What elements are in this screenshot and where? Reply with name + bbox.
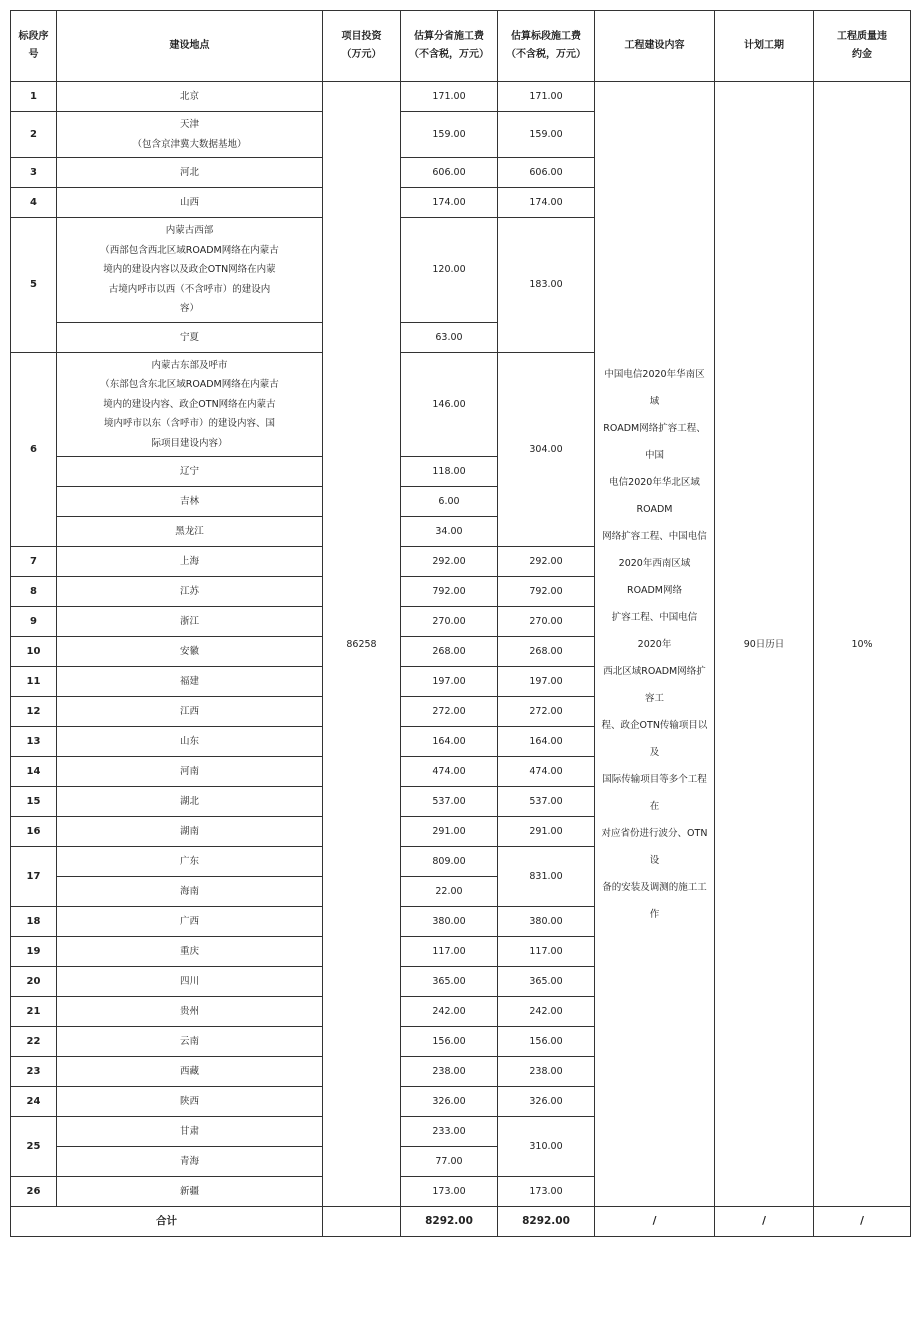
province-cost: 120.00 — [401, 218, 498, 323]
content-line: 备的安装及调测的施工工作 — [602, 881, 707, 920]
section-cost: 242.00 — [498, 997, 595, 1027]
location-line: 宁夏 — [179, 331, 199, 343]
header-penalty: 工程质量违 约金 — [814, 11, 911, 82]
total-row — [11, 1207, 911, 1237]
location-cell — [57, 997, 323, 1027]
location-line: 甘肃 — [179, 1126, 199, 1137]
section-number: 15 — [11, 787, 57, 817]
section-number: 26 — [11, 1177, 57, 1207]
section-number: 13 — [11, 727, 57, 757]
location-cell — [57, 158, 323, 188]
total-province-cost: 8292.00 — [401, 1207, 498, 1237]
province-cost: 6.00 — [401, 487, 498, 517]
province-cost: 268.00 — [401, 637, 498, 667]
location-line: 河南 — [179, 766, 199, 777]
content-line: 程、政企OTN传输项目以及 — [601, 719, 708, 758]
location-line: 重庆 — [179, 946, 199, 957]
location-cell — [57, 637, 323, 667]
total-period: / — [715, 1207, 814, 1237]
province-cost: 380.00 — [401, 907, 498, 937]
location-cell — [57, 847, 323, 877]
content-line: 对应省份进行波分、OTN设 — [601, 827, 708, 866]
section-cost: 292.00 — [498, 547, 595, 577]
section-number: 23 — [11, 1057, 57, 1087]
province-cost: 164.00 — [401, 727, 498, 757]
location-cell — [57, 937, 323, 967]
location-cell — [57, 1057, 323, 1087]
location-line: 湖南 — [179, 826, 199, 837]
header-province-cost: 估算分省施工费 （不含税，万元） — [401, 11, 498, 82]
section-cost: 171.00 — [498, 82, 595, 112]
section-cost: 197.00 — [498, 667, 595, 697]
location-line: 山东 — [179, 736, 199, 747]
location-cell — [57, 757, 323, 787]
province-cost: 118.00 — [401, 457, 498, 487]
location-cell — [57, 607, 323, 637]
document-page — [10, 10, 911, 1237]
location-line: 新疆 — [179, 1186, 199, 1197]
location-line: 山西 — [179, 197, 199, 208]
location-line: 上海 — [179, 556, 199, 567]
location-line: 内蒙古西部 — [165, 225, 214, 236]
table-footer — [11, 1207, 911, 1237]
location-line: 河北 — [179, 167, 199, 178]
province-cost: 159.00 — [401, 112, 498, 158]
section-cost: 831.00 — [498, 847, 595, 907]
section-cost: 173.00 — [498, 1177, 595, 1207]
section-cost: 326.00 — [498, 1087, 595, 1117]
content-line: 西北区域ROADM网络扩容工 — [603, 665, 706, 704]
location-cell — [57, 877, 323, 907]
section-number: 3 — [11, 158, 57, 188]
section-number: 2 — [11, 112, 57, 158]
section-number: 11 — [11, 667, 57, 697]
location-line: 际项目建设内容） — [151, 437, 228, 449]
location-line: 北京 — [179, 91, 199, 102]
location-line: （西部包含西北区域ROADM网络在内蒙古 — [100, 244, 279, 256]
province-cost: 606.00 — [401, 158, 498, 188]
section-cost: 268.00 — [498, 637, 595, 667]
section-number: 1 — [11, 82, 57, 112]
province-cost: 242.00 — [401, 997, 498, 1027]
location-line: 吉林 — [179, 496, 199, 507]
location-line: 境内呼市以东（含呼市）的建设内容、国 — [103, 418, 275, 429]
header-seq: 标段序 号 — [11, 11, 57, 82]
header-location: 建设地点 — [57, 11, 323, 82]
location-cell — [57, 577, 323, 607]
location-line: 广东 — [179, 856, 199, 867]
section-cost: 117.00 — [498, 937, 595, 967]
location-line: 海南 — [179, 886, 199, 897]
province-cost: 77.00 — [401, 1147, 498, 1177]
location-cell — [57, 787, 323, 817]
section-cost: 159.00 — [498, 112, 595, 158]
province-cost: 365.00 — [401, 967, 498, 997]
province-cost: 474.00 — [401, 757, 498, 787]
project-investment: 86258 — [323, 82, 401, 1207]
section-number: 18 — [11, 907, 57, 937]
province-cost: 233.00 — [401, 1117, 498, 1147]
location-line: 境内的建设内容、政企OTN网络在内蒙古 — [103, 398, 276, 410]
location-cell — [57, 322, 323, 352]
location-line: 境内的建设内容以及政企OTN网络在内蒙 — [103, 264, 276, 275]
section-cost: 792.00 — [498, 577, 595, 607]
location-line: 辽宁 — [179, 466, 199, 477]
section-number: 20 — [11, 967, 57, 997]
section-number: 4 — [11, 188, 57, 218]
section-number: 21 — [11, 997, 57, 1027]
table-body — [11, 82, 911, 1207]
content-line: 国际传输项目等多个工程在 — [602, 773, 707, 812]
province-cost: 117.00 — [401, 937, 498, 967]
province-cost: 146.00 — [401, 352, 498, 457]
location-cell — [57, 352, 323, 457]
content-line: 中国电信2020年华南区域 — [604, 368, 705, 407]
location-cell — [57, 82, 323, 112]
total-investment — [323, 1207, 401, 1237]
location-cell — [57, 817, 323, 847]
location-line: 古境内呼市以西（不含呼市）的建设内 — [108, 283, 271, 295]
province-cost: 272.00 — [401, 697, 498, 727]
location-cell — [57, 967, 323, 997]
location-cell — [57, 1147, 323, 1177]
section-cost: 174.00 — [498, 188, 595, 218]
location-line: 内蒙古东部及呼市 — [151, 359, 228, 371]
header-investment: 项目投资 （万元） — [323, 11, 401, 82]
location-cell — [57, 218, 323, 323]
location-cell — [57, 667, 323, 697]
section-cost: 537.00 — [498, 787, 595, 817]
location-cell — [57, 907, 323, 937]
location-cell — [57, 1177, 323, 1207]
content-line: 网络扩容工程、中国电信 — [602, 530, 707, 542]
location-line: 江西 — [179, 706, 199, 717]
section-cost: 291.00 — [498, 817, 595, 847]
header-section-cost: 估算标段施工费 （不含税，万元） — [498, 11, 595, 82]
location-line: 贵州 — [179, 1006, 199, 1017]
location-line: 江苏 — [179, 586, 199, 597]
province-cost: 156.00 — [401, 1027, 498, 1057]
location-line: 云南 — [179, 1036, 199, 1047]
section-number: 16 — [11, 817, 57, 847]
location-line: 湖北 — [179, 796, 199, 807]
section-cost: 380.00 — [498, 907, 595, 937]
location-cell — [57, 1027, 323, 1057]
location-cell — [57, 487, 323, 517]
province-cost: 809.00 — [401, 847, 498, 877]
location-line: 陕西 — [179, 1096, 199, 1107]
section-number: 14 — [11, 757, 57, 787]
province-cost: 270.00 — [401, 607, 498, 637]
location-cell — [57, 517, 323, 547]
section-cost: 474.00 — [498, 757, 595, 787]
content-line: 扩容工程、中国电信2020年 — [611, 611, 698, 650]
planned-period: 90日历日 — [715, 82, 814, 1207]
location-cell — [57, 1117, 323, 1147]
location-cell — [57, 697, 323, 727]
section-number: 9 — [11, 607, 57, 637]
location-line: 容） — [179, 303, 199, 314]
quality-penalty: 10% — [814, 82, 911, 1207]
section-number: 25 — [11, 1117, 57, 1177]
location-line: 福建 — [179, 676, 199, 687]
section-number: 5 — [11, 218, 57, 353]
location-line: 浙江 — [179, 616, 199, 627]
section-number: 7 — [11, 547, 57, 577]
section-cost: 365.00 — [498, 967, 595, 997]
section-number: 8 — [11, 577, 57, 607]
location-cell — [57, 112, 323, 158]
location-line: （东部包含东北区域ROADM网络在内蒙古 — [100, 379, 279, 390]
section-cost: 156.00 — [498, 1027, 595, 1057]
header-period: 计划工期 — [715, 11, 814, 82]
location-line: 天津 — [179, 119, 199, 130]
content-line: 电信2020年华北区域ROADM — [609, 476, 700, 515]
construction-content — [595, 82, 715, 1207]
location-line: 青海 — [179, 1156, 199, 1167]
section-cost: 183.00 — [498, 218, 595, 353]
table-row — [11, 82, 911, 112]
location-line: 广西 — [179, 916, 199, 927]
bid-section-table — [10, 10, 911, 1237]
section-number: 17 — [11, 847, 57, 907]
content-line: 2020年西南区域ROADM网络 — [618, 557, 691, 596]
province-cost: 292.00 — [401, 547, 498, 577]
province-cost: 63.00 — [401, 322, 498, 352]
section-cost: 304.00 — [498, 352, 595, 547]
province-cost: 171.00 — [401, 82, 498, 112]
province-cost: 537.00 — [401, 787, 498, 817]
section-number: 24 — [11, 1087, 57, 1117]
location-cell — [57, 1087, 323, 1117]
location-cell — [57, 547, 323, 577]
location-cell — [57, 457, 323, 487]
province-cost: 173.00 — [401, 1177, 498, 1207]
section-number: 22 — [11, 1027, 57, 1057]
province-cost: 326.00 — [401, 1087, 498, 1117]
content-line: ROADM网络扩容工程、中国 — [603, 422, 706, 461]
location-line: 黑龙江 — [175, 526, 204, 537]
province-cost: 238.00 — [401, 1057, 498, 1087]
table-header — [11, 11, 911, 82]
header-content: 工程建设内容 — [595, 11, 715, 82]
location-cell — [57, 188, 323, 218]
section-number: 12 — [11, 697, 57, 727]
section-number: 6 — [11, 352, 57, 547]
location-cell — [57, 727, 323, 757]
section-cost: 272.00 — [498, 697, 595, 727]
section-cost: 606.00 — [498, 158, 595, 188]
section-number: 10 — [11, 637, 57, 667]
location-line: （包含京津冀大数据基地） — [132, 138, 247, 150]
province-cost: 291.00 — [401, 817, 498, 847]
section-cost: 270.00 — [498, 607, 595, 637]
province-cost: 22.00 — [401, 877, 498, 907]
section-cost: 238.00 — [498, 1057, 595, 1087]
total-penalty: / — [814, 1207, 911, 1237]
section-number: 19 — [11, 937, 57, 967]
province-cost: 197.00 — [401, 667, 498, 697]
section-cost: 310.00 — [498, 1117, 595, 1177]
total-label: 合计 — [11, 1207, 323, 1237]
total-section-cost: 8292.00 — [498, 1207, 595, 1237]
province-cost: 34.00 — [401, 517, 498, 547]
province-cost: 174.00 — [401, 188, 498, 218]
section-cost: 164.00 — [498, 727, 595, 757]
location-line: 西藏 — [179, 1066, 199, 1077]
province-cost: 792.00 — [401, 577, 498, 607]
total-content: / — [595, 1207, 715, 1237]
location-line: 四川 — [179, 976, 199, 987]
location-line: 安徽 — [179, 646, 199, 657]
